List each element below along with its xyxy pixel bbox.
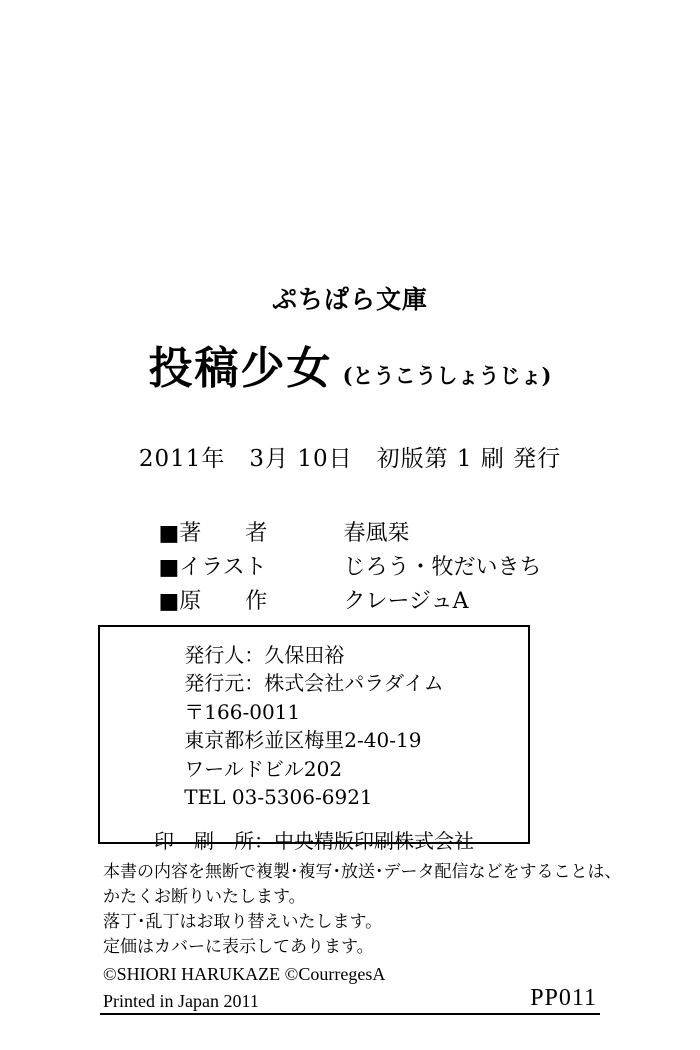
credit-row xyxy=(158,585,541,619)
notice-line: かたくお断りいたします。 xyxy=(103,887,306,908)
copyright-line: ©SHIORI HARUKAZE ©CourregesA xyxy=(103,963,386,984)
credit-value: じろう・牧だいきち xyxy=(343,555,542,581)
publisher-line: 東京都杉並区梅里2-40-19 xyxy=(184,728,422,753)
credit-role: ■イラスト xyxy=(158,555,267,581)
publisher-info-list xyxy=(184,641,443,811)
printer-line: 印 刷 所：中央精版印刷株式会社 xyxy=(154,829,474,854)
notice-line: 定価はカバーに表示してあります。 xyxy=(103,937,374,958)
publisher-line: TEL 03-5306-6921 xyxy=(184,784,373,809)
notice-line: 本書の内容を無断で複製･複写･放送･データ配信などをすることは、 xyxy=(103,862,622,882)
credit-value: 春風栞 xyxy=(343,521,410,546)
page-code: PP011 xyxy=(530,985,597,1011)
publisher-line: 発行元：株式会社パラダイム xyxy=(184,671,444,696)
page-footer xyxy=(103,985,597,1012)
footer-divider xyxy=(100,1013,600,1015)
publisher-line: 〒166-0011 xyxy=(184,699,301,724)
credit-role: ■原 作 xyxy=(158,589,268,615)
publisher-line: 発行人：久保田裕 xyxy=(184,643,345,667)
publisher-info-inner xyxy=(100,627,528,854)
printed-in-japan: Printed in Japan 2011 xyxy=(103,991,259,1011)
publisher-info-box xyxy=(98,625,530,854)
book-title: 投稿少女 xyxy=(148,343,333,394)
credit-row xyxy=(158,517,541,551)
credit-value: クレージュA xyxy=(343,589,469,615)
colophon-header xyxy=(0,280,700,619)
notice-line: 落丁･乱丁はお取り替えいたします。 xyxy=(103,912,383,933)
credit-role: ■著 者 xyxy=(158,521,268,546)
publication-date: 2011年 3月 10日 初版第 1 刷 発行 xyxy=(138,446,562,472)
legal-notices xyxy=(103,860,622,987)
book-title-row xyxy=(0,332,700,396)
credit-row xyxy=(158,551,541,585)
publisher-line: ワールドビル202 xyxy=(184,756,343,781)
series-label: ぷちぱら文庫 xyxy=(271,285,428,314)
credits-list xyxy=(158,517,541,619)
book-title-reading: (とうこうしょうじょ) xyxy=(342,363,552,388)
